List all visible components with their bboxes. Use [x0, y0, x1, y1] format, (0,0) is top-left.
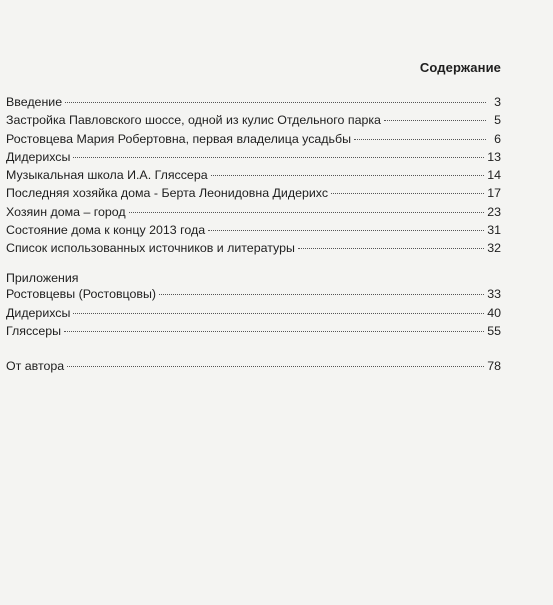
dot-leader: [208, 230, 484, 231]
toc-entry-page: 33: [487, 287, 501, 302]
toc-entry-page: 3: [494, 95, 501, 109]
toc-entry-page: 17: [487, 186, 501, 201]
toc-entry-title: Список использованных источников и литературы: [6, 241, 295, 256]
dot-leader: [298, 248, 484, 249]
appendix-entries: [6, 287, 501, 342]
toc-entry-title: Введение: [6, 95, 63, 109]
toc-entry: [6, 359, 501, 377]
dot-leader: [73, 313, 484, 314]
toc-entry-page: 78: [487, 359, 501, 373]
dot-leader: [65, 102, 486, 103]
toc-entry-page: 5: [494, 113, 501, 128]
toc-entry-page: 13: [487, 149, 501, 164]
toc-entry: [6, 306, 501, 324]
toc-entry: [6, 287, 501, 305]
dot-leader: [159, 294, 484, 295]
dot-leader: [211, 175, 485, 176]
appendix-section: [6, 269, 501, 342]
toc-entry-title: Дидерихсы: [6, 305, 71, 320]
toc-entry-title: Музыкальная школа И.А. Гляссера: [6, 168, 208, 183]
toc-entry-title: Гляссеры: [6, 323, 62, 338]
toc-entry-page: 32: [487, 241, 501, 256]
dot-leader: [64, 331, 484, 332]
dot-leader: [331, 193, 484, 194]
dot-leader: [384, 120, 486, 121]
toc-entry-title: Состояние дома к концу 2013 года: [6, 223, 206, 238]
toc-entry-title: Ростовцева Мария Робертовна, первая владелица усадьбы: [6, 131, 351, 146]
toc-entry-page: 14: [487, 168, 501, 183]
dot-leader: [73, 157, 484, 158]
toc-entry: [6, 95, 501, 113]
toc-entry: [6, 223, 501, 241]
toc-entry: [6, 324, 501, 342]
toc-entry: [6, 132, 501, 150]
toc-entry-page: 55: [487, 323, 501, 338]
toc-entry: [6, 168, 501, 186]
toc-entry-title: От автора: [6, 359, 65, 373]
toc-entry: [6, 186, 501, 204]
appendix-label: Приложения: [6, 271, 79, 285]
toc-entry: [6, 150, 501, 168]
toc-entry: [6, 113, 501, 131]
toc-entry-title: Застройка Павловского шоссе, одной из кулис Отдельного парка: [6, 113, 381, 128]
dot-leader: [67, 366, 484, 367]
dot-leader: [129, 212, 485, 213]
toc-entry-page: 6: [494, 131, 501, 146]
toc-entry: [6, 241, 501, 259]
toc-entry-page: 23: [487, 204, 501, 219]
toc-entry-title: Последняя хозяйка дома - Берта Леонидовна Дидерихс: [6, 186, 329, 201]
dot-leader: [354, 139, 486, 140]
toc-entry-title: Дидерихсы: [6, 149, 71, 164]
toc-heading: Содержание: [419, 60, 501, 75]
toc-entry-page: 40: [487, 305, 501, 320]
toc-entry-title: Ростовцевы (Ростовцовы): [6, 287, 156, 302]
toc-entry-page: 31: [487, 223, 501, 238]
author-section: [6, 359, 501, 377]
main-entries: [6, 95, 501, 260]
toc-entry: [6, 205, 501, 223]
toc-entry-title: Хозяин дома – город: [6, 204, 126, 219]
